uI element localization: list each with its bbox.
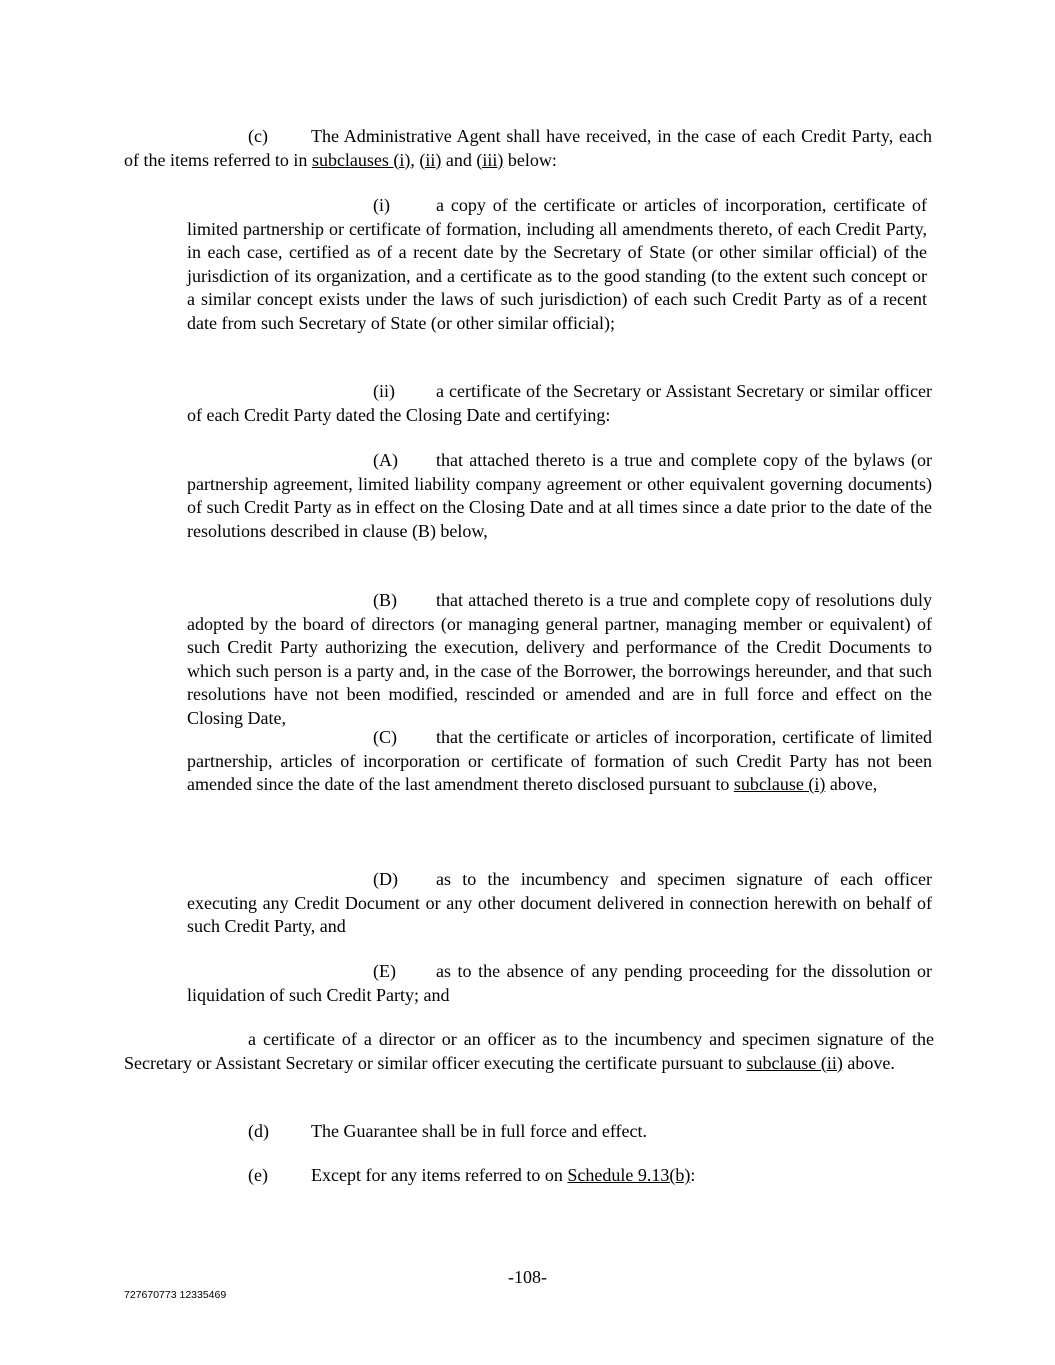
certificate-paragraph: a certificate of a director or an officer as to the incumbency and specimen signature of the Secretary or Assistant Secretary or similar officer executing the certificate pursuant to subclause (ii) above. bbox=[124, 1029, 934, 1073]
subclause-ii-label: (ii) bbox=[373, 381, 395, 401]
paragraph-c: (c) The Administrative Agent shall have received, in the case of each Credit Party, each of the items referred to in subclauses (i), (ii) and (iii) below: bbox=[124, 126, 932, 170]
paragraph-d: (d) The Guarantee shall be in full force and effect. bbox=[248, 1120, 928, 1144]
paragraph-e: (e) Except for any items referred to on Schedule 9.13(b): bbox=[248, 1164, 928, 1188]
paragraph-d-label: (d) bbox=[248, 1121, 269, 1141]
subclause-i: (i) a copy of the certificate or articles of incorporation, certificate of limited partnership or certificate of formation, including all amendments thereto, of each Credit Party, in each case, certified as of a recent date by the Secretary of State (or other similar official) of the jurisdiction of its organization, and a certificate as to the good standing (to the extent such concept or a similar concept exists under the laws of such jurisdiction) of each such Credit Party as of a recent date from such Secretary of State (or other similar official); bbox=[187, 195, 927, 333]
subclause-i-label: (i) bbox=[373, 195, 390, 215]
schedule-link[interactable]: Schedule 9.13(b) bbox=[567, 1165, 691, 1185]
item-C-label: (C) bbox=[373, 727, 397, 747]
item-B: (B) that attached thereto is a true and complete copy of resolutions duly adopted by the board of directors (or managing general partner, managing member or equivalent) of such Credit Party authorizing the execution, delivery and performance of the Credit Documents to which such person is a party and, in the case of the Borrower, the borrowings hereunder, and that such resolutions have not been modified, rescinded or amended and are in full force and effect on the Closing Date, bbox=[187, 590, 932, 728]
item-E-label: (E) bbox=[373, 961, 396, 981]
item-E: (E) as to the absence of any pending proceeding for the dissolution or liquidation of such Credit Party; and bbox=[187, 961, 932, 1005]
item-B-label: (B) bbox=[373, 590, 397, 610]
item-A: (A) that attached thereto is a true and complete copy of the bylaws (or partnership agreement, limited liability company agreement or other equivalent governing documents) of such Credit Party as in effect on the Closing Date and at all times since a date prior to the date of the resolutions described in clause (B) below, bbox=[187, 450, 932, 541]
item-C: (C) that the certificate or articles of incorporation, certificate of limited partnership, articles of incorporation or certificate of formation of such Credit Party has not been amended since the date of the last amendment thereto disclosed pursuant to subclause (i) above, bbox=[187, 727, 932, 794]
document-id: 727670773 12335469 bbox=[124, 1289, 227, 1301]
subclause-i-ref-link[interactable]: subclause (i) bbox=[733, 774, 826, 794]
subclauses-i-link[interactable]: subclauses (i) bbox=[311, 149, 411, 170]
subclause-ii-link[interactable]: (ii) bbox=[419, 149, 442, 170]
item-A-label: (A) bbox=[373, 450, 398, 470]
subclause-ii-ref-link[interactable]: subclause (ii) bbox=[746, 1052, 843, 1073]
subclause-ii: (ii) a certificate of the Secretary or Assistant Secretary or similar officer of each Credit Party dated the Closing Date and certifying: bbox=[187, 381, 932, 425]
paragraph-e-label: (e) bbox=[248, 1165, 268, 1185]
item-D: (D) as to the incumbency and specimen signature of each officer executing any Credit Document or any other document delivered in connection herewith on behalf of such Credit Party, and bbox=[187, 869, 932, 936]
page-number: -108- bbox=[508, 1267, 547, 1287]
paragraph-c-label: (c) bbox=[248, 126, 268, 146]
subclause-iii-link[interactable]: (iii) bbox=[476, 149, 504, 170]
item-D-label: (D) bbox=[373, 869, 398, 889]
